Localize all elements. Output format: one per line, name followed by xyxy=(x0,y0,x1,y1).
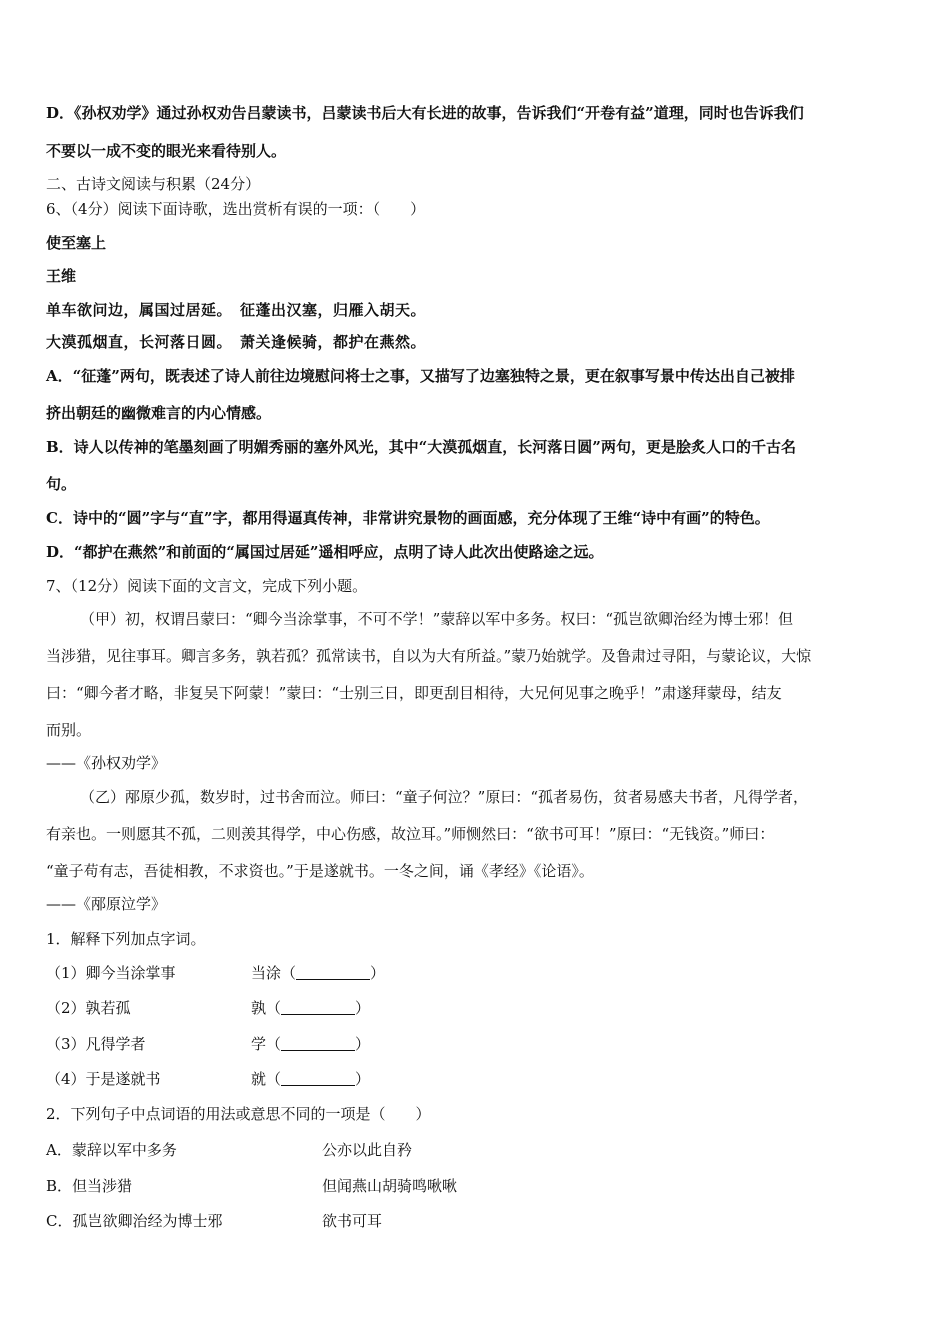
choice-compare: 但闻燕山胡骑鸣啾啾 xyxy=(322,1177,458,1195)
q6-option-b-line2: 句。 xyxy=(46,475,77,493)
vocab-sentence: （1）卿今当涂掌事 xyxy=(46,964,176,982)
answer-blank[interactable] xyxy=(281,1036,355,1051)
q6-option-c: C．诗中的“圆”字与“直”字，都用得逼真传神，非常讲究景物的画面感，充分体现了王维“诗中有画”的特色。 xyxy=(46,509,770,527)
choice-row xyxy=(46,1139,926,1160)
vocab-item xyxy=(46,997,926,1018)
passage-yi-line2: 有亲也。一则愿其不孤，二则羡其得学，中心伤感，故泣耳。”师恻然曰：“欲书可耳！”原曰：“无钱资。”师曰： xyxy=(46,825,775,843)
answer-blank[interactable] xyxy=(281,1000,355,1015)
vocab-sentence: （3）凡得学者 xyxy=(46,1035,146,1053)
vocab-sentence: （4）于是遂就书 xyxy=(46,1070,161,1088)
passage-jia-line4: 而别。 xyxy=(46,721,92,739)
passage-jia-line1: （甲）初，权谓吕蒙曰：“卿今当涂掌事，不可不学！”蒙辞以军中多务。权曰：“孤岂欲卿治经为博士邪！但 xyxy=(80,610,794,628)
section-title: 二、古诗文阅读与积累（24分） xyxy=(46,175,261,193)
choice-option-c: C．孤岂欲卿治经为博士邪 xyxy=(46,1212,223,1230)
sub-question-2-stem: 2．下列句子中点词语的用法或意思不同的一项是（ ） xyxy=(46,1105,431,1123)
passage-jia-source: ——《孙权劝学》 xyxy=(46,754,167,772)
passage-yi-line3: “童子苟有志，吾徒相教，不求资也。”于是遂就书。一冬之间，诵《孝经》《论语》。 xyxy=(46,862,594,880)
vocab-sentence: （2）孰若孤 xyxy=(46,999,131,1017)
choice-option-b: B．但当涉猎 xyxy=(46,1177,133,1195)
option-d-previous-line1: D．《孙权劝学》通过孙权劝告吕蒙读书，吕蒙读书后大有长进的故事，告诉我们“开卷有益”道理，同时也告诉我们 xyxy=(46,104,804,122)
vocab-close: ） xyxy=(355,1035,371,1053)
choice-row xyxy=(46,1210,926,1231)
choice-option-a: A．蒙辞以军中多务 xyxy=(46,1141,177,1159)
poem-author: 王维 xyxy=(46,267,77,285)
vocab-word: 学（ xyxy=(251,1035,282,1053)
vocab-word: 就（ xyxy=(251,1070,282,1088)
q6-option-a-line2: 挤出朝廷的幽微难言的内心情感。 xyxy=(46,404,272,422)
poem-title: 使至塞上 xyxy=(46,234,107,252)
q6-option-a-line1: A．“征蓬”两句，既表述了诗人前往边境慰问将士之事，又描写了边塞独特之景，更在叙事写景中传达出自己被排 xyxy=(46,367,795,385)
q6-stem: 6、（4分）阅读下面诗歌，选出赏析有误的一项：（ ） xyxy=(46,200,426,218)
poem-line-1: 单车欲问边，属国过居延。 征蓬出汉塞，归雁入胡天。 xyxy=(46,301,427,319)
answer-blank[interactable] xyxy=(296,965,370,980)
passage-jia-line2: 当涉猎，见往事耳。卿言多务，孰若孤？孤常读书，自以为大有所益。”蒙乃始就学。及鲁肃过寻阳，与蒙论议，大惊 xyxy=(46,647,812,665)
vocab-item xyxy=(46,1033,926,1054)
vocab-close: ） xyxy=(355,999,371,1017)
q7-stem: 7、（12分）阅读下面的文言文，完成下列小题。 xyxy=(46,577,368,595)
sub-question-1-stem: 1．解释下列加点字词。 xyxy=(46,930,206,948)
choice-row xyxy=(46,1175,926,1196)
q6-option-b-line1: B．诗人以传神的笔墨刻画了明媚秀丽的塞外风光，其中“大漠孤烟直，长河落日圆”两句，更是脍炙人口的千古名 xyxy=(46,438,796,456)
passage-yi-line1: （乙）邴原少孤，数岁时，过书舍而泣。师曰：“童子何泣？”原曰：“孤者易伤，贫者易感夫书者，凡得学者， xyxy=(80,788,809,806)
option-d-previous-line2: 不要以一成不变的眼光来看待别人。 xyxy=(46,142,287,160)
choice-compare: 欲书可耳 xyxy=(322,1212,383,1230)
vocab-word: 孰（ xyxy=(251,999,282,1017)
vocab-item xyxy=(46,962,926,983)
vocab-close: ） xyxy=(370,964,386,982)
vocab-item xyxy=(46,1068,926,1089)
passage-yi-source: ——《邴原泣学》 xyxy=(46,895,167,913)
vocab-word: 当涂（ xyxy=(251,964,297,982)
vocab-close: ） xyxy=(355,1070,371,1088)
q6-option-d: D．“都护在燕然”和前面的“属国过居延”遥相呼应，点明了诗人此次出使路途之远。 xyxy=(46,543,604,561)
passage-jia-line3: 曰：“卿今者才略，非复吴下阿蒙！”蒙曰：“士别三日，即更刮目相待，大兄何见事之晚乎！”肃遂拜蒙母，结友 xyxy=(46,684,782,702)
answer-blank[interactable] xyxy=(281,1071,355,1086)
poem-line-2: 大漠孤烟直，长河落日圆。 萧关逢候骑，都护在燕然。 xyxy=(46,333,427,351)
choice-compare: 公亦以此自矜 xyxy=(322,1141,413,1159)
